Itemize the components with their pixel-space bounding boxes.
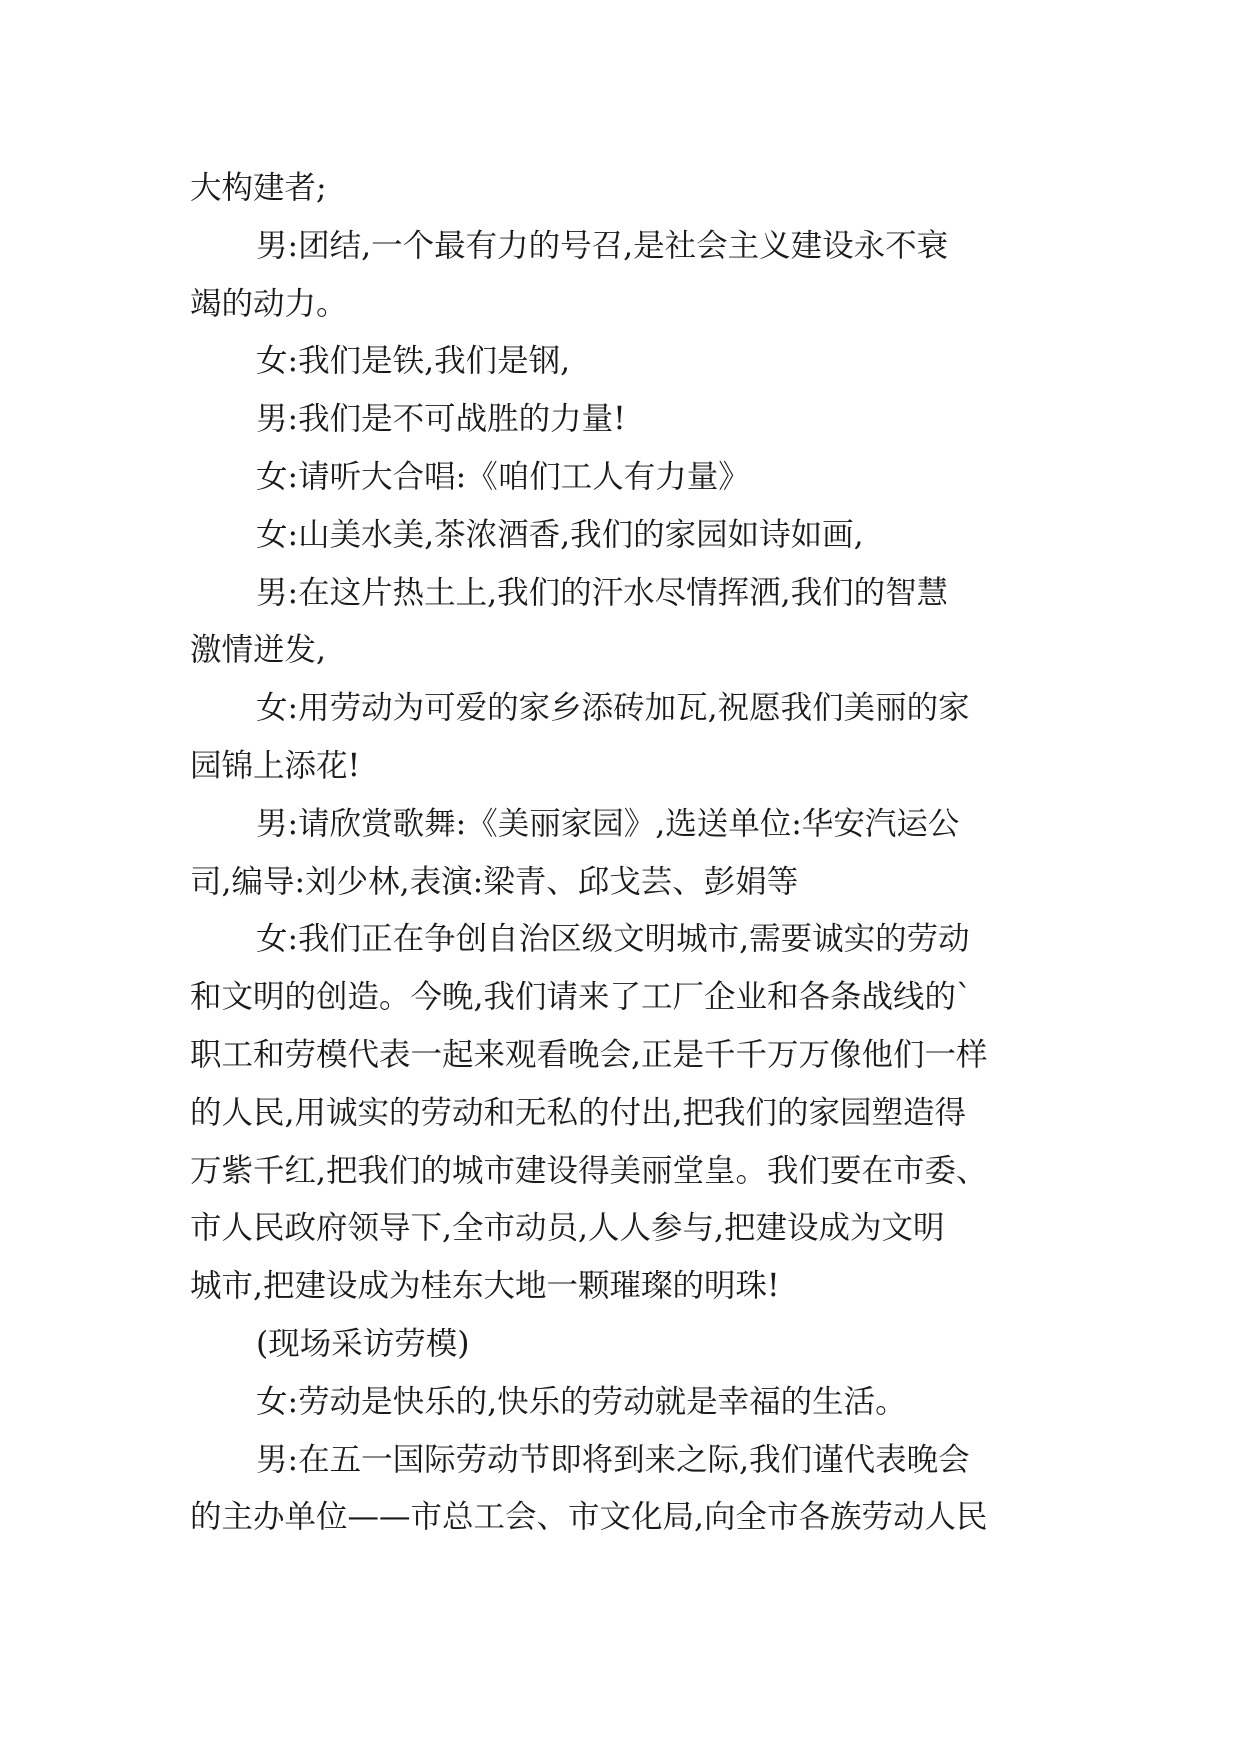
text-line: 男:在五一国际劳动节即将到来之际,我们谨代表晚会 <box>256 1441 970 1478</box>
text-line: 男:在这片热土上,我们的汗水尽情挥洒,我们的智慧 <box>256 574 949 611</box>
text-line: 女:请听大合唱:《咱们工人有力量》 <box>256 458 750 495</box>
text-line: 职工和劳模代表一起来观看晚会,正是千千万万像他们一样 <box>190 1036 988 1073</box>
text-line: 竭的动力。 <box>190 285 348 322</box>
text-line: 女:用劳动为可爱的家乡添砖加瓦,祝愿我们美丽的家 <box>256 690 970 727</box>
text-line: 女:我们是铁,我们是钢, <box>256 343 571 380</box>
text-line: 司,编导:刘少林,表演:梁青、邱戈芸、彭娟等 <box>190 863 799 900</box>
text-line: 市人民政府领导下,全市动员,人人参与,把建设成为文明 <box>190 1210 945 1247</box>
text-line: 城市,把建设成为桂东大地一颗璀璨的明珠! <box>190 1268 780 1305</box>
text-line: (现场采访劳模) <box>256 1325 470 1362</box>
text-line: 男:请欣赏歌舞:《美丽家园》,选送单位:华安汽运公 <box>256 805 960 842</box>
text-line: 的主办单位——市总工会、市文化局,向全市各族劳动人民 <box>190 1499 988 1536</box>
text-line: 女:我们正在争创自治区级文明城市,需要诚实的劳动 <box>256 921 970 958</box>
document-body <box>190 160 1070 1547</box>
text-line: 和文明的创造。今晚,我们请来了工厂企业和各条战线的` <box>190 979 972 1016</box>
text-line: 男:我们是不可战胜的力量! <box>256 401 626 438</box>
text-line: 大构建者; <box>190 170 327 206</box>
text-line: 万紫千红,把我们的城市建设得美丽堂皇。我们要在市委、 <box>190 1152 988 1189</box>
text-line: 园锦上添花! <box>190 747 361 784</box>
text-line: 激情迸发, <box>190 632 327 669</box>
text-line: 男:团结,一个最有力的号召,是社会主义建设永不衰 <box>256 227 949 264</box>
text-line: 女:山美水美,茶浓酒香,我们的家园如诗如画, <box>256 516 864 553</box>
text-line: 女:劳动是快乐的,快乐的劳动就是幸福的生活。 <box>256 1383 907 1420</box>
text-line: 的人民,用诚实的劳动和无私的付出,把我们的家园塑造得 <box>190 1094 967 1131</box>
